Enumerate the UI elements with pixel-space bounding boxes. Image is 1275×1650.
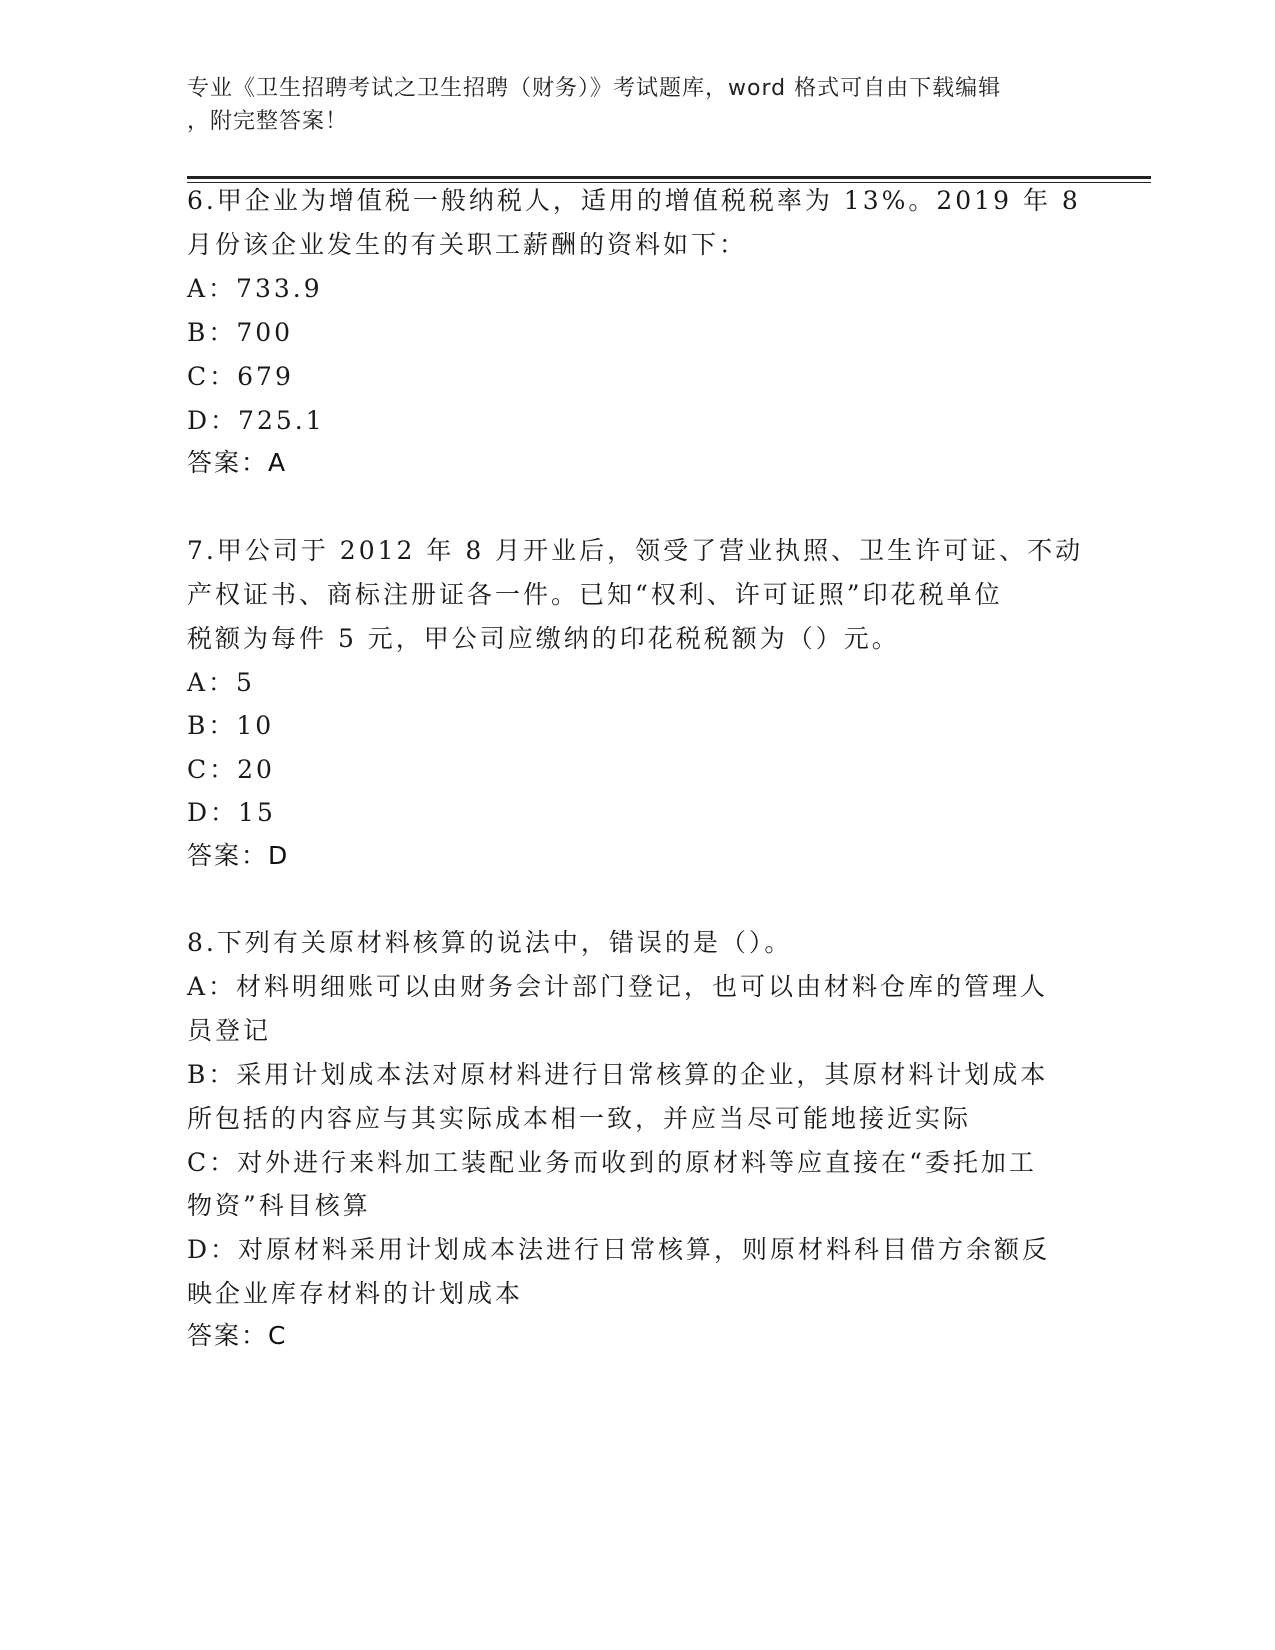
- question-6-option-d: D：725.1: [187, 406, 325, 435]
- question-7-answer: 答案：D: [187, 841, 290, 870]
- question-7-stem-line-2: 产权证书、商标注册证各一件。已知“权利、许可证照”印花税单位: [187, 580, 1003, 609]
- question-6-option-c: C：679: [187, 362, 294, 391]
- document-header: [187, 72, 1067, 138]
- question-7-option-b: B：10: [187, 711, 275, 740]
- question-8-option-a-line-2: 员登记: [187, 1016, 272, 1045]
- question-7-stem-line-3: 税额为每件 5 元，甲公司应缴纳的印花税税额为（）元。: [187, 624, 900, 653]
- question-8-option-d-line-2: 映企业库存材料的计划成本: [187, 1279, 524, 1308]
- question-7-stem-line-1: 7.甲公司于 2012 年 8 月开业后，领受了营业执照、卫生许可证、不动: [187, 536, 1084, 565]
- question-8-option-b-line-2: 所包括的内容应与其实际成本相一致，并应当尽可能地接近实际: [187, 1104, 972, 1133]
- question-7-option-d: D：15: [187, 798, 276, 827]
- question-6-option-b: B：700: [187, 318, 294, 347]
- question-7-option-a: A：5: [187, 668, 255, 697]
- question-6-option-a: A：733.9: [187, 274, 323, 303]
- question-6-stem-line-2: 月份该企业发生的有关职工薪酬的资料如下：: [187, 230, 748, 259]
- header-divider-thick: [187, 176, 1151, 179]
- question-8-option-c-line-2: 物资”科目核算: [187, 1191, 371, 1220]
- question-8-answer: 答案：C: [187, 1321, 288, 1350]
- header-line-1: 专业《卫生招聘考试之卫生招聘（财务）》考试题库，word 格式可自由下载编辑: [187, 76, 1002, 101]
- question-7-option-c: C：20: [187, 755, 275, 784]
- header-line-2: ，附完整答案！: [187, 109, 349, 134]
- question-8-option-a-line-1: A：材料明细账可以由财务会计部门登记，也可以由材料仓库的管理人: [187, 972, 1049, 1001]
- question-8-option-b-line-1: B：采用计划成本法对原材料进行日常核算的企业，其原材料计划成本: [187, 1060, 1049, 1089]
- question-8-stem-line-1: 8.下列有关原材料核算的说法中，错误的是（）。: [187, 928, 793, 957]
- question-8-option-c-line-1: C：对外进行来料加工装配业务而收到的原材料等应直接在“委托加工: [187, 1148, 1037, 1177]
- question-8-option-d-line-1: D：对原材料采用计划成本法进行日常核算，则原材料科目借方余额反: [187, 1235, 1051, 1264]
- header-divider-thin: [187, 182, 1151, 183]
- question-6-stem-line-1: 6.甲企业为增值税一般纳税人，适用的增值税税率为 13%。2019 年 8: [187, 186, 1081, 215]
- question-6-answer: 答案：A: [187, 448, 288, 477]
